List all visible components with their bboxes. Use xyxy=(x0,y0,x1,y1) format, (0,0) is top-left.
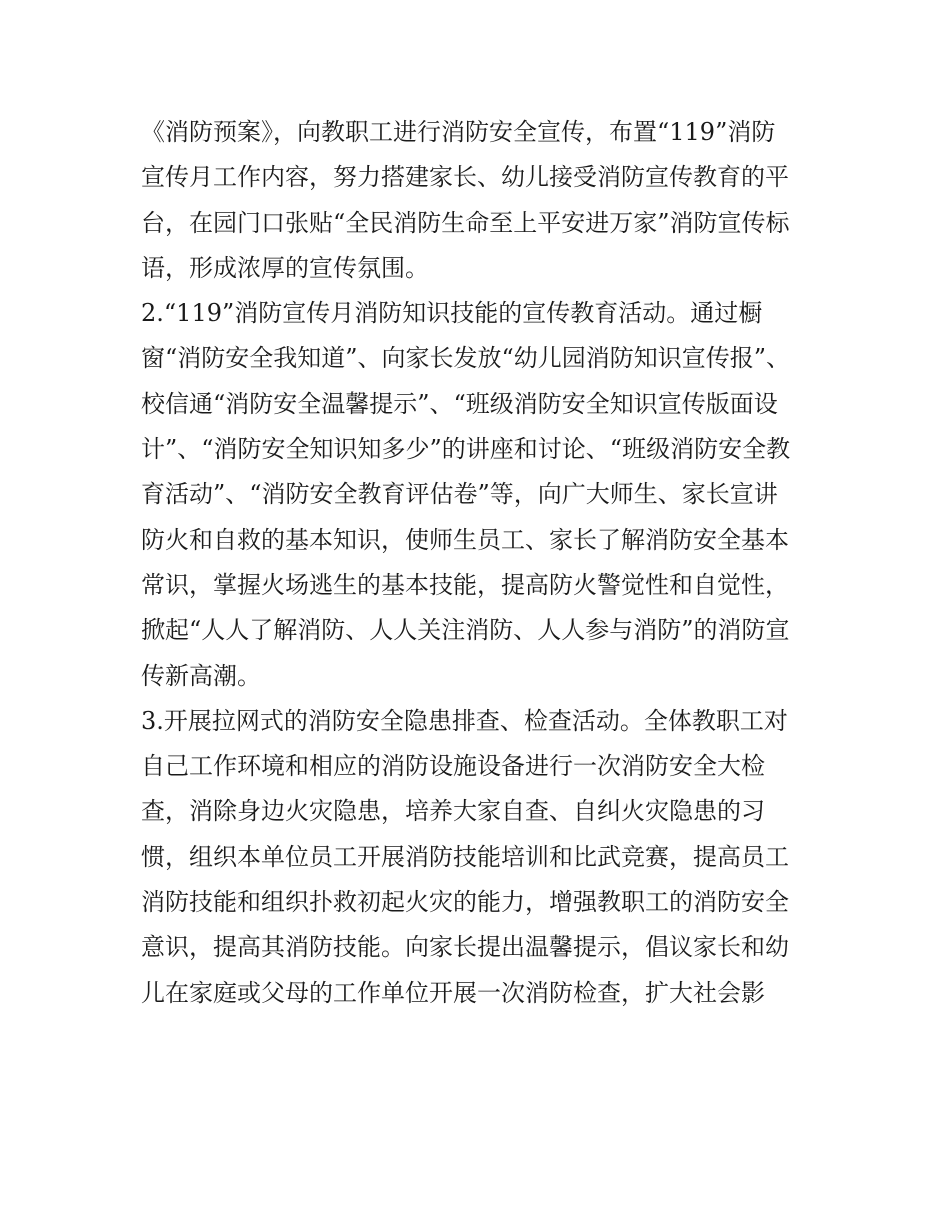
text-line: 宣传月工作内容，努力搭建家长、幼儿接受消防宣传教育的平 xyxy=(141,163,789,192)
text-line: 消防技能和组织扑救初起火灾的能力，增强教职工的消防安全 xyxy=(141,888,789,917)
text-line: 自己工作环境和相应的消防设施设备进行一次消防安全大检 xyxy=(141,752,765,781)
text-line: 惯，组织本单位员工开展消防技能培训和比武竞赛，提高员工 xyxy=(141,842,789,871)
text-line: 传新高潮。 xyxy=(141,661,261,690)
text-line: 计”、“消防安全知识知多少”的讲座和讨论、“班级消防安全教 xyxy=(141,435,791,464)
text-line: 校信通“消防安全温馨提示”、“班级消防安全知识宣传版面设 xyxy=(141,389,778,418)
text-line: 查，消除身边火灾隐患，培养大家自查、自纠火灾隐患的习 xyxy=(141,797,765,826)
text-line: 育活动”、“消防安全教育评估卷”等，向广大师生、家长宣讲 xyxy=(141,480,778,509)
document-body xyxy=(141,110,821,1016)
text-line: 语，形成浓厚的宣传氛围。 xyxy=(141,253,429,282)
text-line: 掀起“人人了解消防、人人关注消防、人人参与消防”的消防宣 xyxy=(141,616,790,645)
text-line: 台，在园门口张贴“全民消防生命至上平安进万家”消防宣传标 xyxy=(141,208,790,237)
text-line: 2.“119”消防宣传月消防知识技能的宣传教育活动。通过橱 xyxy=(141,299,763,328)
text-line: 意识，提高其消防技能。向家长提出温馨提示，倡议家长和幼 xyxy=(141,933,789,962)
text-line: 儿在家庭或父母的工作单位开展一次消防检查，扩大社会影 xyxy=(141,978,765,1007)
text-line: 防火和自救的基本知识，使师生员工、家长了解消防安全基本 xyxy=(141,525,789,554)
text-line: 窗“消防安全我知道”、向家长发放“幼儿园消防知识宣传报”、 xyxy=(141,344,791,373)
text-line: 常识，掌握火场逃生的基本技能，提高防火警觉性和自觉性， xyxy=(141,570,789,599)
text-line: 《消防预案》，向教职工进行消防安全宣传，布置“119”消防 xyxy=(141,118,776,146)
text-line: 3.开展拉网式的消防安全隐患排查、检查活动。全体教职工对 xyxy=(141,706,788,735)
